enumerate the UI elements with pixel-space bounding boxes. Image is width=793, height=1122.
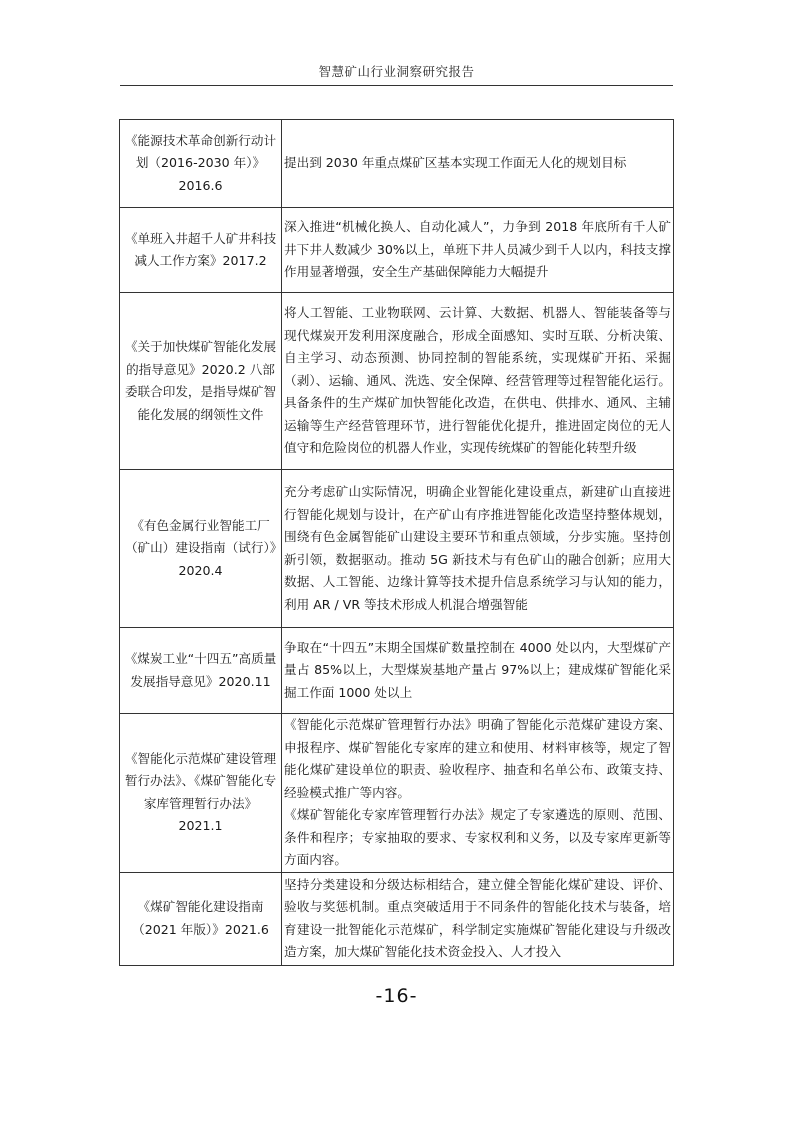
policy-description-text: 坚持分类建设和分级达标相结合，建立健全智能化煤矿建设、评价、验收与奖惩机制。重点突破适用于不同条件的智能化技术与装备，培育建设一批智能化示范煤矿，科学制定实施煤矿智能化建设与升级改造方案，加大煤矿智能化技术资金投入、人才投入	[284, 876, 671, 959]
policy-description-cell	[282, 628, 674, 714]
policy-description-cell	[282, 208, 674, 293]
policy-description-text: 将人工智能、工业物联网、云计算、大数据、机器人、智能装备等与现代煤炭开发利用深度融合，形成全面感知、实时互联、分析决策、自主学习、动态预测、协同控制的智能系统，实现煤矿开拓、采掘（剥）、运输、通风、洗选、安全保障、经营管理等过程智能化运行。具备条件的生产煤矿加快智能化改造，在供电、供排水、通风、主辅运输等生产经营管理环节，进行智能优化提升，推进固定岗位的无人值守和危险岗位的机器人作业，实现传统煤矿的智能化转型升级	[284, 305, 671, 456]
policy-description-text: 提出到 2030 年重点煤矿区基本实现工作面无人化的规划目标	[284, 155, 627, 171]
policy-description-text: 《智能化示范煤矿管理暂行办法》明确了智能化示范煤矿建设方案、申报程序、煤矿智能化专家库的建立和使用、材料审核等，规定了智能化煤矿建设单位的职责、验收程序、抽查和名单公布、政策支持、经验模式推广等内容。	[284, 717, 671, 800]
table-row	[120, 714, 674, 873]
policy-name-cell: 《关于加快煤矿智能化发展的指导意见》2020.2 八部委联合印发，是指导煤矿智能化发展的纲领性文件	[120, 293, 282, 470]
policy-name-cell: 《智能化示范煤矿建设管理暂行办法》、《煤矿智能化专家库管理暂行办法》2021.1	[120, 714, 282, 873]
policy-description-cell	[282, 293, 674, 470]
policy-name-cell: 《有色金属行业智能工厂（矿山）建设指南（试行）》2020.4	[120, 470, 282, 628]
table-row	[120, 628, 674, 714]
policy-table	[119, 119, 674, 966]
policy-name-cell: 《单班入井超千人矿井科技减人工作方案》2017.2	[120, 208, 282, 293]
policy-name-cell: 《煤矿智能化建设指南（2021 年版）》2021.6	[120, 872, 282, 965]
policy-name-cell: 《能源技术革命创新行动计划（2016-2030 年）》2016.6	[120, 120, 282, 208]
policy-description-cell	[282, 872, 674, 965]
policy-description-cell	[282, 470, 674, 628]
policy-name-cell: 《煤炭工业“十四五”高质量发展指导意见》2020.11	[120, 628, 282, 714]
page-number: -16-	[375, 985, 418, 1007]
policy-description-text: 争取在“十四五”末期全国煤矿数量控制在 4000 处以内，大型煤矿产量占 85%以上，大型煤炭基地产量占 97%以上；建成煤矿智能化采掘工作面 1000 处以上	[284, 639, 671, 700]
table-row	[120, 470, 674, 628]
header-divider	[120, 85, 673, 86]
policy-description-cell	[282, 120, 674, 208]
policy-description-text: 充分考虑矿山实际情况，明确企业智能化建设重点，新建矿山直接进行智能化规划与设计，在产矿山有序推进智能化改造坚持整体规划，围绕有色金属智能矿山建设主要环节和重点领域，分步实施。坚持创新引领，数据驱动。推动 5G 新技术与有色矿山的融合创新；应用大数据、人工智能、边缘计算等技术提升信息系统学习与认知的能力，利用 AR / VR 等技术形成人机混合增强智能	[284, 484, 671, 612]
table-row	[120, 293, 674, 470]
table-row	[120, 208, 674, 293]
policy-description-cell	[282, 714, 674, 873]
policy-description-text: 《煤矿智能化专家库管理暂行办法》规定了专家遴选的原则、范围、条件和程序；专家抽取的要求、专家权利和义务，以及专家库更新等方面内容。	[284, 807, 671, 867]
table-row	[120, 872, 674, 965]
table-row	[120, 120, 674, 208]
policy-description-text: 深入推进“机械化换人、自动化减人”，力争到 2018 年底所有千人矿井下井人数减少 30%以上，单班下井人员减少到千人以内，科技支撑作用显著增强，安全生产基础保障能力大幅提升	[284, 219, 671, 280]
page-header-title: 智慧矿山行业洞察研究报告	[318, 64, 475, 79]
